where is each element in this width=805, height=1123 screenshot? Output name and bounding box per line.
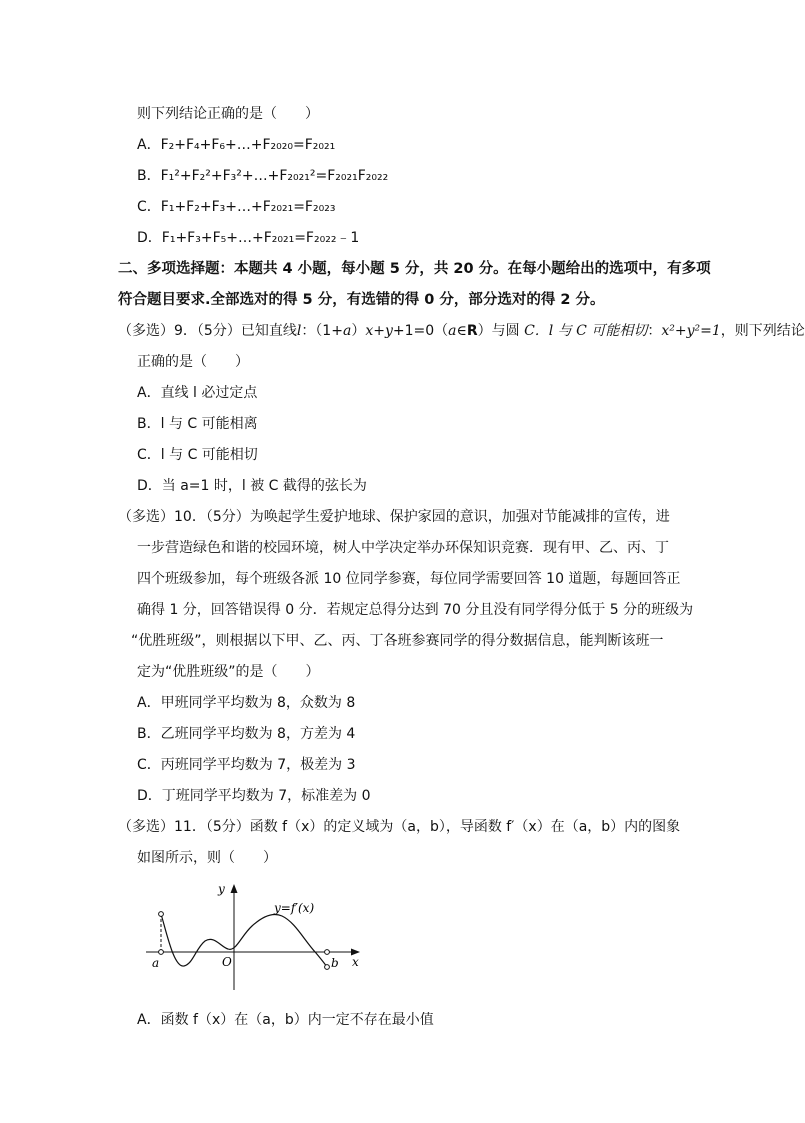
q9-colon: ：（1+ xyxy=(301,323,343,339)
q9-option-d: D．当 a=1 时，l 被 C 截得的弦长为 xyxy=(137,478,367,494)
q9-stem-line2: 正确的是（ ） xyxy=(137,354,249,370)
q8-option-d-text: D．F₁+F₃+F₅+…+F₂₀₂₁=F₂₀₂₂﹣1 xyxy=(137,230,360,246)
q11-option-a: A．函数 f（x）在（a，b）内一定不存在最小值 xyxy=(137,1012,434,1028)
q9-option-b: B．l 与 C 可能相离 xyxy=(137,416,258,432)
q9-colon2: ： xyxy=(647,323,662,339)
q10-option-d: D．丁班同学平均数为 7，标准差为 0 xyxy=(137,788,371,804)
section2-heading-line2: 符合题目要求.全部选对的得 5 分，有选错的得 0 分，部分选对的得 2 分。 xyxy=(118,292,605,308)
q9-reals: R xyxy=(466,323,478,339)
q9-eq: +1=0（ xyxy=(392,323,449,339)
q8-stem: 则下列结论正确的是（ ） xyxy=(137,106,319,122)
q8-option-b-text: B．F₁²+F₂²+F₃²+…+F₂₀₂₁²=F₂₀₂₁F₂₀₂₂ xyxy=(137,168,389,184)
q9-option-c: C．l 与 C 可能相切 xyxy=(137,447,258,463)
graph-endpoint-a xyxy=(159,912,164,917)
graph-label-b: b xyxy=(331,956,339,970)
q10-stem-line2: 一步营造绿色和谐的校园环境，树人中学决定举办环保知识竞赛．现有甲、乙、丙、丁 xyxy=(137,540,669,556)
q10-option-b: B．乙班同学平均数为 8，方差为 4 xyxy=(137,726,356,742)
q9-param-a: a xyxy=(342,323,352,339)
q9-option-a: A．直线 l 必过定点 xyxy=(137,385,258,401)
graph-label-a: a xyxy=(152,956,160,970)
q10-option-c: C．丙班同学平均数为 7，极差为 3 xyxy=(137,757,356,773)
section2-heading-line1: 二、多项选择题：本题共 4 小题，每小题 5 分，共 20 分。在每小题给出的选项中，有多项 xyxy=(118,261,711,277)
q11-derivative-graph xyxy=(140,876,370,998)
graph-label-origin: O xyxy=(222,955,232,969)
q8-option-a-text: A．F₂+F₄+F₆+…+F₂₀₂₀=F₂₀₂₁ xyxy=(137,137,336,153)
graph-point-a-axis xyxy=(159,950,164,955)
q9-xy: x+y xyxy=(365,323,393,339)
graph-point-b-axis xyxy=(325,950,330,955)
q9-a-in: a∈ xyxy=(448,323,467,339)
q11-stem-line2: 如图所示，则（ ） xyxy=(137,850,277,866)
q8-option-b xyxy=(137,167,388,185)
q9-paren: ） xyxy=(351,323,366,339)
q9-stem-line1 xyxy=(118,322,805,340)
graph-y-arrow xyxy=(231,884,238,893)
q8-option-c xyxy=(137,198,335,216)
q10-option-a: A．甲班同学平均数为 8，众数为 8 xyxy=(137,695,356,711)
q8-option-d xyxy=(137,229,359,247)
q9-line-l: l xyxy=(296,323,302,339)
graph-label-x: x xyxy=(352,955,359,969)
q10-stem-line1: （多选）10．（5分）为唤起学生爱护地球、保护家园的意识，加强对节能减排的宣传，进 xyxy=(118,509,670,525)
q10-stem-line4: 确得 1 分，回答错误得 0 分．若规定总得分达到 70 分且没有同学得分低于 5 分的班级为 xyxy=(137,602,694,618)
graph-derivative-curve xyxy=(161,914,327,967)
graph-label-y: y xyxy=(218,882,225,896)
q10-stem-line3: 四个班级参加，每个班级各派 10 位同学参赛，每位同学需要回答 10 道题，每题回答正 xyxy=(137,571,681,587)
q9-tail: ，则下列结论 xyxy=(720,323,805,339)
q9-circle-word: ）与圆 xyxy=(477,323,520,339)
graph-endpoint-b xyxy=(325,965,330,970)
q9-prefix: （多选）9．（5分）已知直线 xyxy=(118,323,297,339)
q9-circle-c: C．l 与 C 可能相切 xyxy=(524,323,648,339)
q8-option-c-text: C．F₁+F₂+F₃+…+F₂₀₂₁=F₂₀₂₃ xyxy=(137,199,336,215)
graph-curve-label: y=f′(x) xyxy=(274,901,315,915)
q10-stem-line6: 定为“优胜班级”的是（ ） xyxy=(137,664,320,680)
q10-stem-line5: “优胜班级”，则根据以下甲、乙、丙、丁各班参赛同学的得分数据信息，能判断该班一 xyxy=(131,633,664,649)
q9-circle-eq: x²+y²=1 xyxy=(661,323,721,339)
q8-option-a xyxy=(137,136,335,154)
q11-stem-line1: （多选）11．（5分）函数 f（x）的定义域为（a，b），导函数 f′（x）在（a，b）内的图象 xyxy=(118,819,681,835)
